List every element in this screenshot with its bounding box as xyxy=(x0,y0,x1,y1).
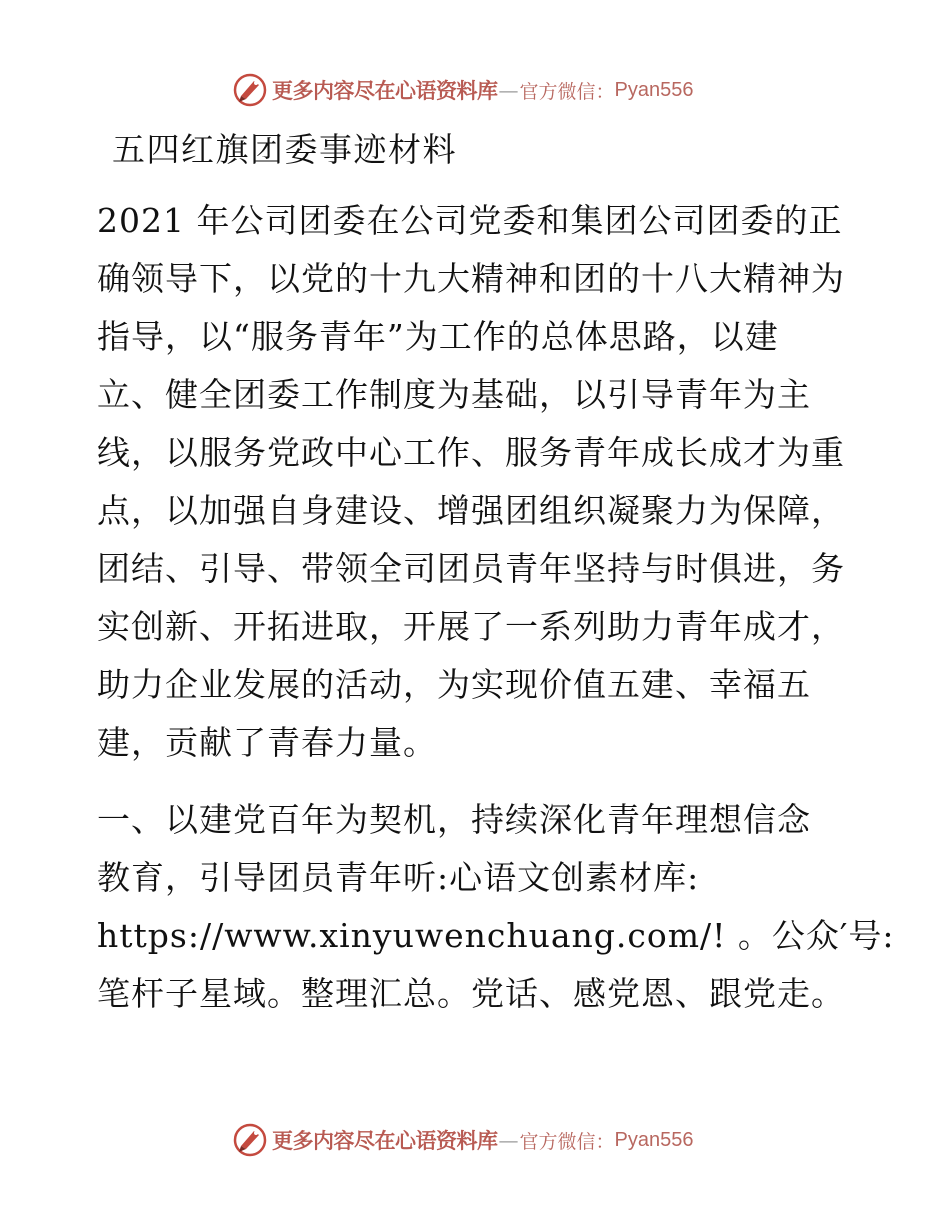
body-line: 指导，以“服务青年”为工作的总体思路，以建 xyxy=(97,317,779,356)
brand-logo-icon xyxy=(232,72,268,108)
body-line: 2021 年公司团委在公司党委和集团公司团委的正 xyxy=(97,201,843,240)
brand-logo-icon xyxy=(232,1122,268,1158)
banner-side-text: 官方微信： xyxy=(519,80,615,103)
body-line: 确领导下，以党的十九大精神和团的十八大精神为 xyxy=(97,259,845,298)
footer-banner xyxy=(232,1120,693,1160)
body-line: https://www.xinyuwenchuang.com/! 。公众′号: xyxy=(97,916,895,955)
section-heading-line: 一、以建党百年为契机，持续深化青年理想信念 xyxy=(97,800,811,839)
banner-wechat-id: Pyan556 xyxy=(614,1128,694,1151)
banner-main-text: 更多内容尽在心语资料库 xyxy=(272,78,498,103)
document-title: 五四红旗团委事迹材料 xyxy=(112,130,457,169)
banner-main-text: 更多内容尽在心语资料库 xyxy=(272,1128,498,1153)
body-line: 实创新、开拓进取，开展了一系列助力青年成才， xyxy=(97,607,845,646)
body-line: 团结、引导、带领全司团员青年坚持与时俱进，务 xyxy=(97,549,845,588)
body-line: 教育，引导团员青年听:心语文创素材库: xyxy=(97,858,700,897)
header-banner xyxy=(232,70,693,110)
body-line: 线，以服务党政中心工作、服务青年成长成才为重 xyxy=(97,433,845,472)
banner-side-text: 官方微信： xyxy=(519,1130,615,1153)
banner-dash: — xyxy=(498,78,519,102)
banner-wechat-id: Pyan556 xyxy=(614,78,694,101)
body-line: 点，以加强自身建设、增强团组织凝聚力为保障， xyxy=(97,491,845,530)
body-line: 笔杆子星域。整理汇总。党话、感党恩、跟党走。 xyxy=(97,974,845,1013)
body-line: 立、健全团委工作制度为基础，以引导青年为主 xyxy=(97,375,811,414)
banner-dash: — xyxy=(498,1128,519,1152)
body-line: 建，贡献了青春力量。 xyxy=(97,723,437,762)
body-line: 助力企业发展的活动，为实现价值五建、幸福五 xyxy=(97,665,811,704)
